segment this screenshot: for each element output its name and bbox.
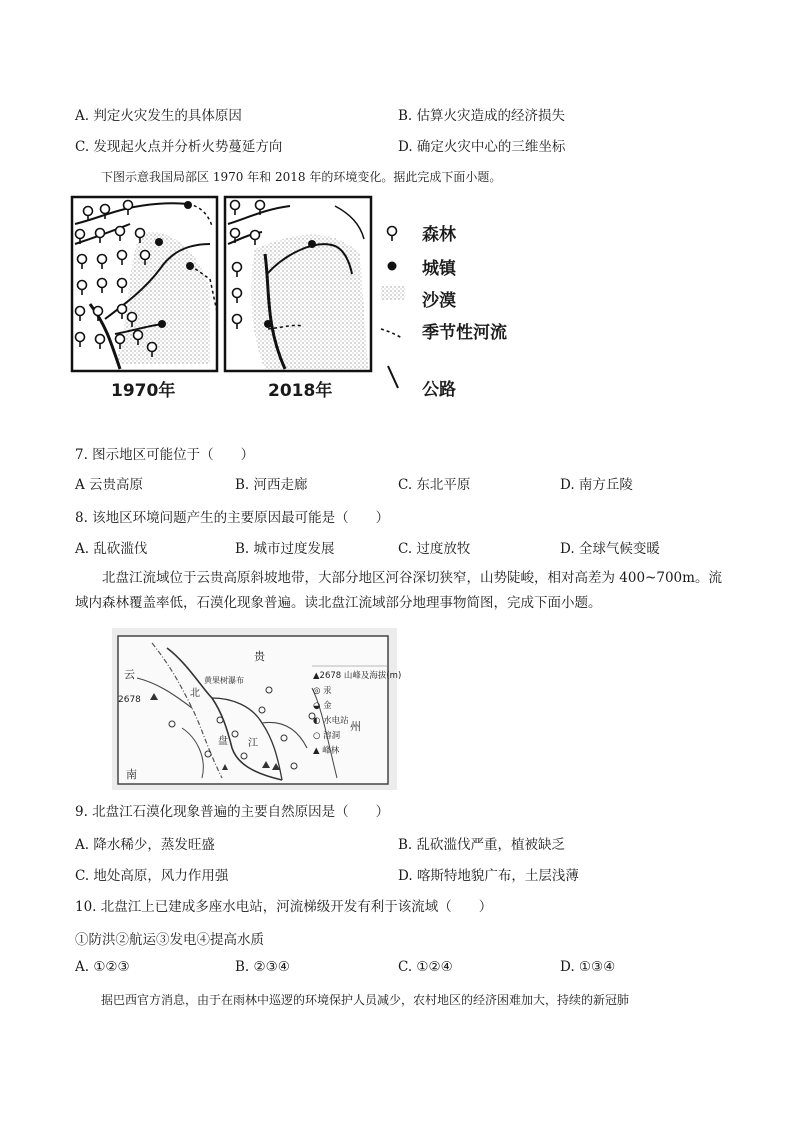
q8-option-d: D. 全球气候变暖 [560, 541, 660, 557]
stipple-icon [381, 286, 405, 300]
year-2018-label: 2018年 [268, 381, 333, 401]
dashed-line-icon [381, 329, 402, 338]
q6-option-d: D. 确定火灾中心的三维坐标 [398, 139, 566, 155]
intro-brazil: 据巴西官方消息，由于在雨林中巡逻的环境保护人员减少，农村地区的经济困难加大，持续的新冠肺 [101, 993, 630, 1007]
q10-option-a: A. ①②③ [75, 959, 130, 975]
year-1970-label: 1970年 [111, 381, 176, 401]
q7-option-b: B. 河西走廊 [235, 477, 308, 493]
map2-label-jiang: 江 [248, 738, 258, 749]
legend-seasonal-river: 季节性河流 [422, 323, 507, 343]
legend-forest: 森林 [422, 225, 456, 245]
tree-icon [388, 227, 397, 242]
dot-icon [388, 262, 397, 271]
q9-option-c: C. 地处高原，风力作用强 [75, 868, 229, 884]
q9-option-d: D. 喀斯特地貌广布，土层浅薄 [398, 868, 579, 884]
q7-option-c: C. 东北平原 [398, 477, 471, 493]
legend-town: 城镇 [422, 259, 456, 279]
q8-option-b: B. 城市过度发展 [235, 541, 335, 557]
intro-beipanjiang: 北盘江流域位于云贵高原斜坡地带，大部分地区河谷深切狭窄，山势陡峻，相对高差为 400~700m。流域内森林覆盖率低，石漠化现象普遍。读北盘江流域部分地理事物简图，完成下面小题。 [75, 570, 722, 611]
map2-label-bei: 北 [190, 688, 200, 699]
legend-icons [381, 227, 405, 389]
map2-legend-peak: ▲2678 山峰及海拔(m) [313, 671, 402, 681]
q9-option-b: B. 乱砍滥伐严重，植被缺乏 [398, 837, 566, 853]
q10-option-d: D. ①③④ [560, 959, 616, 975]
map2-label-peak: 2678 [118, 695, 141, 705]
q7-option-d: D. 南方丘陵 [560, 477, 633, 493]
q10-stem: 10. 北盘江上已建成多座水电站，河流梯级开发有利于该流域（ ） [75, 899, 493, 915]
q6-option-c: C. 发现起火点并分析火势蔓延方向 [75, 139, 283, 155]
legend-road: 公路 [422, 380, 456, 400]
legend-desert: 沙漠 [422, 291, 456, 311]
q10-option-c: C. ①②④ [398, 959, 453, 975]
map2-legend-gold: ◒ 金 [313, 701, 332, 711]
map-1970-panel [72, 197, 217, 371]
q9-stem: 9. 北盘江石漠化现象普遍的主要自然原因是（ ） [75, 804, 390, 820]
q7-option-a: A 云贵高原 [75, 477, 144, 493]
slash-line-icon [388, 366, 398, 388]
map2-label-yun: 云 [124, 668, 135, 681]
map2-label-nan: 南 [126, 768, 137, 781]
q8-option-a: A. 乱砍滥伐 [75, 541, 148, 557]
map2-label-zhou: 州 [350, 720, 361, 733]
q6-option-a: A. 判定火灾发生的具体原因 [75, 108, 242, 124]
q10-option-b: B. ②③④ [235, 959, 290, 975]
map2-legend-hydropower: ◐ 水电站 [313, 716, 349, 726]
map2-legend-mercury: ◎ 汞 [313, 686, 332, 696]
map2-legend-peak-forest: ▲ 峰林 [313, 746, 340, 756]
map-2018-panel [225, 197, 371, 371]
q6-option-b: B. 估算火灾造成的经济损失 [398, 108, 566, 124]
map2-label-huangguoshu: 黄果树瀑布 [204, 676, 244, 685]
q9-option-a: A. 降水稀少，蒸发旺盛 [75, 837, 215, 853]
map2-label-gui: 贵 [254, 650, 265, 663]
intro-map1: 下图示意我国局部区 1970 年和 2018 年的环境变化。据此完成下面小题。 [101, 170, 502, 184]
map2-label-pan: 盘 [218, 736, 228, 747]
map2-legend-cave: ○ 溶洞 [313, 731, 341, 741]
q7-stem: 7. 图示地区可能位于（ ） [75, 447, 255, 463]
map2-legend [313, 669, 401, 759]
environment-change-figure [70, 194, 550, 404]
q10-items: ①防洪②航运③发电④提高水质 [75, 932, 264, 948]
q8-option-c: C. 过度放牧 [398, 541, 471, 557]
q8-stem: 8. 该地区环境问题产生的主要原因最可能是（ ） [75, 510, 390, 526]
